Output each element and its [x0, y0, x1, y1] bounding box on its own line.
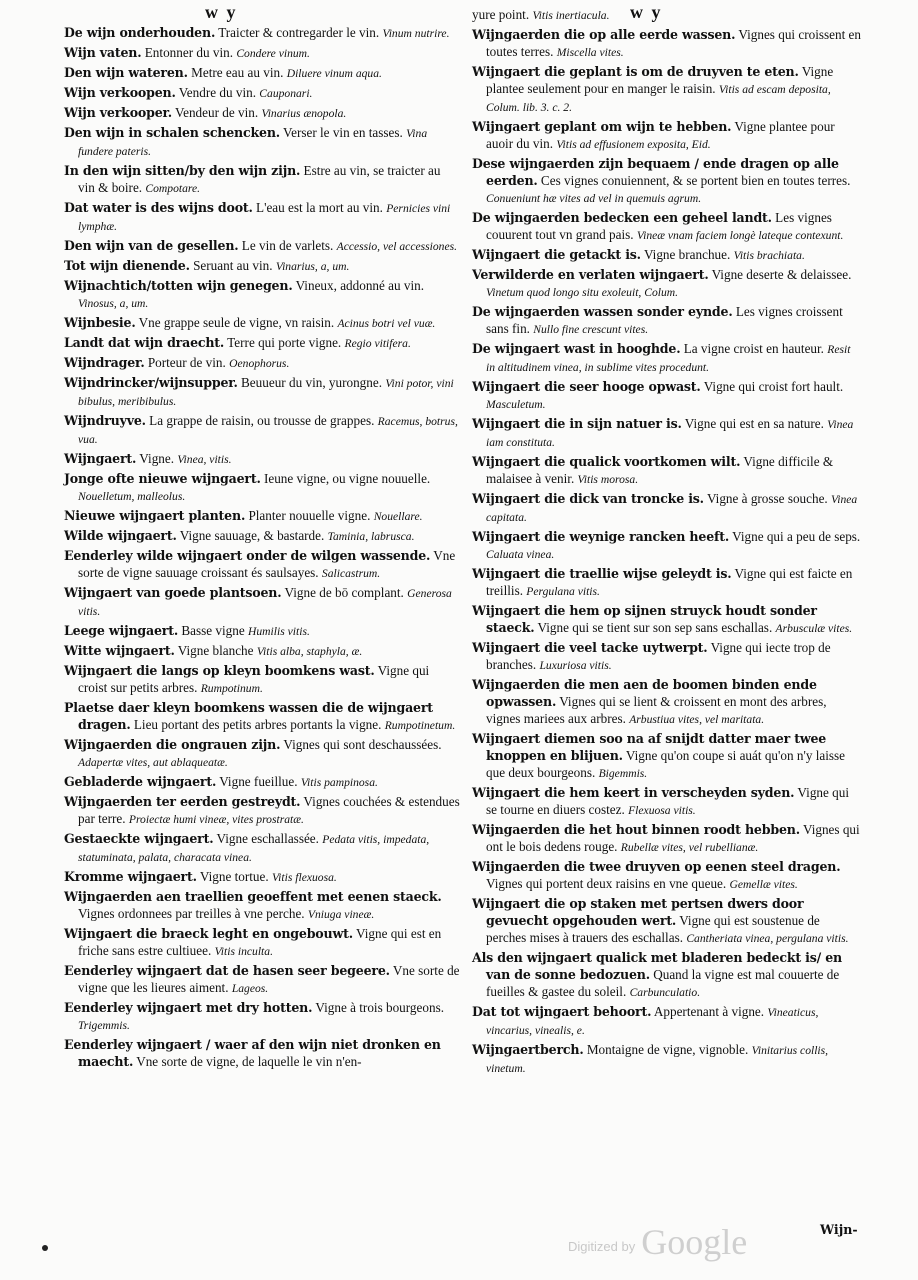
entry-headword: Wijngaert die weynige rancken heeft. — [472, 529, 730, 544]
entry-french: Vigne deserte & delaissee. — [711, 267, 852, 282]
entry-headword: Wijngaert die traellie wijse geleydt is. — [472, 566, 732, 581]
dictionary-entry — [64, 999, 460, 1034]
entry-latin: Compotare. — [145, 182, 201, 195]
entry-headword: Dese wijngaerden zijn bequaem / ende dragen op alle eerden. — [472, 156, 839, 188]
entry-latin: Vinum nutrire. — [382, 27, 450, 40]
entry-latin: Vinea, vitis. — [177, 453, 232, 466]
margin-mark — [42, 1245, 48, 1251]
entry-headword: Wijngaert die langs op kleyn boomkens wast. — [64, 663, 375, 678]
entry-headword: Wijn verkoopen. — [64, 85, 176, 100]
entry-latin: Cantheriata vinea, pergulana vitis. — [686, 932, 849, 945]
entry-latin: Bigemmis. — [598, 767, 648, 780]
dictionary-entry — [472, 858, 862, 893]
entry-headword: Wijnbesie. — [64, 315, 136, 330]
dictionary-entry — [472, 1041, 862, 1077]
dictionary-entry — [64, 412, 460, 448]
dictionary-entry — [64, 44, 460, 62]
dictionary-entry — [64, 374, 460, 410]
entry-french: Vigne qui est en sa nature. — [684, 416, 824, 431]
entry-french: Vigne à trois bourgeons. — [315, 1000, 444, 1015]
dictionary-entry — [64, 507, 460, 525]
entry-french: Vigne fueillue. — [219, 774, 298, 789]
entry-latin: Vinea capitata. — [486, 493, 858, 524]
entry-latin: Vineæ vnam faciem longè lateque contexunt. — [636, 229, 844, 242]
entry-headword: De wijngaerden bedecken een geheel landt. — [472, 210, 772, 225]
entry-headword: Wijngaertberch. — [472, 1042, 584, 1057]
entry-latin: Vinarius, a, um. — [275, 260, 350, 273]
watermark-logo-text: Google — [641, 1222, 748, 1262]
dictionary-entry — [472, 155, 862, 207]
entry-french: Vigne blanche — [177, 643, 254, 658]
entry-headword: Wijngaert die veel tacke uytwerpt. — [472, 640, 708, 655]
entry-latin: Carbunculatio. — [629, 986, 701, 999]
entry-latin: Vitis inculta. — [214, 945, 273, 958]
entry-french: Vigne qui est faicte en treillis. — [486, 566, 853, 598]
dictionary-entry — [472, 26, 862, 61]
entry-headword: Wijngaerden die het hout binnen roodt hebben. — [472, 822, 800, 837]
entry-latin: Arbusculæ vites. — [775, 622, 853, 635]
dictionary-entry — [64, 257, 460, 275]
entry-headword: Wijngaert. — [64, 451, 137, 466]
entry-headword: Wijngaert die qualick voortkomen wilt. — [472, 454, 741, 469]
entry-french: Vigne qui est soustenue de perches mises à trauers des eschallas. — [486, 913, 820, 945]
left-column — [64, 24, 460, 1072]
dictionary-entry — [64, 84, 460, 102]
dictionary-entry — [64, 584, 460, 620]
entry-latin: Vitis alba, staphyla, æ. — [256, 645, 363, 658]
dictionary-entry — [64, 962, 460, 997]
entry-french: Vne sorte de vigne que les lieures aiment. — [78, 963, 460, 995]
entry-headword: Wilde wijngaert. — [64, 528, 177, 543]
dictionary-entry — [472, 528, 862, 563]
entry-headword: Wijndrincker/wijnsupper. — [64, 375, 238, 390]
entry-headword: Den wijn wateren. — [64, 65, 188, 80]
entry-headword: Wijngaert geplant om wijn te hebben. — [472, 119, 732, 134]
dictionary-entry — [64, 830, 460, 866]
entry-latin: Vitis inertiacula. — [532, 9, 610, 22]
entry-headword: Wijngaert die dick van troncke is. — [472, 491, 704, 506]
watermark-small-text: Digitized by — [568, 1239, 636, 1254]
entry-headword: Verwilderde en verlaten wijngaert. — [472, 267, 709, 282]
entry-latin: Flexuosa vitis. — [628, 804, 696, 817]
entry-french: Planter nouuelle vigne. — [248, 508, 371, 523]
entry-headword: Dat tot wijngaert behoort. — [472, 1004, 652, 1019]
entry-latin: Masculetum. — [486, 398, 546, 411]
entry-headword: Wijngaert die hem op sijnen struyck houdt sonder staeck. — [472, 603, 817, 635]
entry-latin: Adapertæ vites, aut ablaqueatæ. — [78, 756, 228, 769]
entry-latin: Condere vinum. — [236, 47, 310, 60]
entry-latin: Vinea iam constituta. — [486, 418, 854, 449]
entry-headword: Dat water is des wijns doot. — [64, 200, 253, 215]
entry-headword: Wijngaert die geplant is om de druyven te eten. — [472, 64, 799, 79]
entry-headword: Jonge ofte nieuwe wijngaert. — [64, 471, 261, 486]
entry-headword: Wijndrager. — [64, 355, 145, 370]
entry-headword: Witte wijngaert. — [64, 643, 175, 658]
entry-french: Porteur de vin. — [147, 355, 226, 370]
entry-french: Vignes qui croissent en toutes terres. — [486, 27, 861, 59]
entry-headword: Wijngaerden die op alle eerde wassen. — [472, 27, 736, 42]
entry-french: Vendeur de vin. — [175, 105, 259, 120]
entry-headword: Landt dat wijn draecht. — [64, 335, 225, 350]
entry-latin: Rumpotinetum. — [384, 719, 456, 732]
entry-headword: Eenderley wilde wijngaert onder de wilgen wassende. — [64, 548, 431, 563]
entry-french: Beuueur du vin, yurongne. — [241, 375, 383, 390]
entry-french: Vendre du vin. — [178, 85, 256, 100]
dictionary-entry — [64, 450, 460, 468]
entry-latin: Vitis brachiata. — [733, 249, 805, 262]
dictionary-entry — [64, 124, 460, 160]
entry-french: Vigne qui iecte trop de branches. — [486, 640, 831, 672]
dictionary-entry — [472, 730, 862, 782]
entry-latin: Cauponari. — [259, 87, 313, 100]
entry-french: Vne sorte de vigne, de laquelle le vin n'en- — [136, 1054, 362, 1069]
entry-headword: Wijn verkooper. — [64, 105, 172, 120]
entry-french: Vigne qui croist fort hault. — [703, 379, 844, 394]
entry-latin: Acinus botri vel vuæ. — [337, 317, 436, 330]
entry-headword: De wijn onderhouden. — [64, 25, 216, 40]
entry-headword: Wijngaerden die men aen de boomen binden ende opwassen. — [472, 677, 817, 709]
entry-french: Ces vignes conuiennent, & se portent bien en toutes terres. — [540, 173, 851, 188]
running-head-left: w y — [205, 2, 238, 22]
entry-french: Vigne. — [139, 451, 175, 466]
entry-headword: Wijngaert diemen soo na af snijdt datter maer twee knoppen en blijuen. — [472, 731, 827, 763]
entry-french: La grappe de raisin, ou trousse de grappes. — [149, 413, 375, 428]
dictionary-entry — [64, 470, 460, 505]
entry-french: Quand la vigne est mal couuerte de fueilles & gastee du soleil. — [486, 967, 840, 999]
entry-french: Vigne qui croist sur petits arbres. — [78, 663, 430, 695]
entry-french: Metre eau au vin. — [191, 65, 284, 80]
dictionary-entry — [472, 453, 862, 488]
entry-french: Vigne tortue. — [199, 869, 269, 884]
entry-french: Vigne à grosse souche. — [706, 491, 828, 506]
entry-french: Montaigne de vigne, vignoble. — [586, 1042, 749, 1057]
entry-french: La vigne croist en hauteur. — [683, 341, 824, 356]
dictionary-entry — [64, 622, 460, 640]
dictionary-entry — [64, 314, 460, 332]
entry-headword: Wijngaert die seer hooge opwast. — [472, 379, 701, 394]
entry-latin: Resit in altitudinem vinea, in sublime vites procedunt. — [486, 343, 851, 374]
entry-latin: Humilis vitis. — [248, 625, 310, 638]
running-head-right: w y — [630, 2, 663, 22]
entry-headword: Leege wijngaert. — [64, 623, 179, 638]
dictionary-entry — [472, 639, 862, 674]
dictionary-entry — [64, 773, 460, 791]
dictionary-entry — [472, 266, 862, 301]
entry-french: Appertenant à vigne. — [653, 1004, 765, 1019]
entry-latin: Rumpotinum. — [200, 682, 263, 695]
catchword: Wijn- — [820, 1222, 858, 1237]
dictionary-entry — [472, 340, 862, 376]
entry-latin: Proiectæ humi vineæ, vites prostratæ. — [128, 813, 304, 826]
dictionary-entry — [472, 415, 862, 451]
entry-latin: Vineaticus, vincarius, vinealis, e. — [486, 1006, 819, 1037]
entry-headword: Wijngaert die hem keert in verscheyden syden. — [472, 785, 795, 800]
entry-latin: Vinosus, a, um. — [78, 297, 149, 310]
entry-latin: Taminia, labrusca. — [327, 530, 415, 543]
entry-headword: Tot wijn dienende. — [64, 258, 190, 273]
dictionary-entry — [472, 602, 862, 637]
dictionary-entry — [64, 662, 460, 697]
entry-headword: Eenderley wijngaert / waer af den wijn niet dronken en maecht. — [64, 1037, 441, 1069]
entry-latin: Arbustiua vites, vel maritata. — [629, 713, 765, 726]
dictionary-entry — [472, 6, 862, 24]
entry-latin: Vniuga vineæ. — [307, 908, 375, 921]
entry-french: Vigne de bō complant. — [284, 585, 404, 600]
dictionary-entry — [64, 642, 460, 660]
entry-french: Vigne plantee pour auoir du vin. — [486, 119, 835, 151]
entry-french: Vigne qui est en friche sans estre cultiuee. — [78, 926, 442, 958]
entry-french: Vne sorte de vigne sauuage croissant és saulsayes. — [78, 548, 456, 580]
dictionary-entry — [64, 868, 460, 886]
entry-headword: Wijnachtich/totten wijn genegen. — [64, 278, 293, 293]
dictionary-entry — [472, 490, 862, 526]
entry-french: Vne grappe seule de vigne, vn raisin. — [138, 315, 335, 330]
entry-latin: Pedata vitis, impedata, statuminata, palata, characata vinea. — [78, 833, 430, 864]
entry-headword: Wijngaert die braeck leght en ongebouwt. — [64, 926, 353, 941]
dictionary-entry — [64, 925, 460, 960]
dictionary-entry — [64, 793, 460, 828]
entry-latin: Pergulana vitis. — [526, 585, 600, 598]
entry-headword: Als den wijngaert qualick met bladeren bedeckt is/ en van de sonne bedozuen. — [472, 950, 842, 982]
entry-latin: Rubellæ vites, vel rubellianæ. — [620, 841, 759, 854]
entry-headword: Wijngaerden die twee druyven op eenen steel dragen. — [472, 859, 841, 874]
entry-latin: Vinitarius collis, vinetum. — [486, 1044, 829, 1075]
entry-french: Vigne qui se tourne en diuers costez. — [486, 785, 850, 817]
dictionary-entry — [64, 527, 460, 545]
right-column — [472, 6, 862, 1079]
entry-latin: Caluata vinea. — [486, 548, 555, 561]
dictionary-entry — [64, 547, 460, 582]
dictionary-entry — [64, 334, 460, 352]
dictionary-entry — [64, 237, 460, 255]
entry-latin: Miscella vites. — [556, 46, 624, 59]
dictionary-entry — [64, 736, 460, 771]
entry-french: Traicter & contregarder le vin. — [218, 25, 380, 40]
entry-french: Vigne qui se tient sur son sep sans eschallas. — [537, 620, 773, 635]
dictionary-entry — [64, 354, 460, 372]
entry-french: Verser le vin en tasses. — [283, 125, 403, 140]
entry-headword: Gebladerde wijngaert. — [64, 774, 217, 789]
entry-headword: Nieuwe wijngaert planten. — [64, 508, 246, 523]
dictionary-entry — [472, 1003, 862, 1039]
entry-headword: Wijngaerden die ongrauen zijn. — [64, 737, 281, 752]
entry-french: yure point. — [472, 7, 530, 22]
entry-french: Seruant au vin. — [193, 258, 273, 273]
entry-french: Estre au vin, se traicter au vin & boire. — [78, 163, 441, 195]
entry-headword: Plaetse daer kleyn boomkens wassen die de wijngaert dragen. — [64, 700, 433, 732]
entry-latin: Regio vitifera. — [344, 337, 411, 350]
entry-headword: In den wijn sitten/by den wijn zijn. — [64, 163, 301, 178]
entry-headword: Wijn vaten. — [64, 45, 142, 60]
entry-latin: Diluere vinum aqua. — [286, 67, 382, 80]
entry-french: Vigne plantee seulement pour en manger le raisin. — [486, 64, 834, 96]
dictionary-entry — [472, 895, 862, 947]
entry-latin: Gemellæ vites. — [729, 878, 798, 891]
dictionary-entry — [472, 821, 862, 856]
entry-latin: Trigemmis. — [78, 1019, 130, 1032]
entry-latin: Nouellare. — [373, 510, 423, 523]
entry-french: L'eau est la mort au vin. — [256, 200, 383, 215]
dictionary-entry — [64, 699, 460, 734]
dictionary-entry — [64, 24, 460, 42]
entry-latin: Vini potor, vini bibulus, meribibulus. — [78, 377, 454, 408]
entry-headword: Kromme wijngaert. — [64, 869, 197, 884]
entry-french: Vignes ordonnees par treilles à vne perche. — [78, 906, 305, 921]
entry-headword: Eenderley wijngaert met dry hotten. — [64, 1000, 313, 1015]
entry-latin: Salicastrum. — [321, 567, 381, 580]
entry-headword: Wijndruyve. — [64, 413, 146, 428]
entry-french: Ieune vigne, ou vigne nouuelle. — [263, 471, 431, 486]
entry-french: Vignes qui ont le bois dedens rouge. — [486, 822, 860, 854]
entry-french: Vignes qui portent deux raisins en vne queue. — [486, 876, 727, 891]
entry-headword: Wijngaert die getackt is. — [472, 247, 641, 262]
dictionary-entry — [472, 378, 862, 413]
entry-latin: Vitis ad effusionem exposita, Eid. — [556, 138, 711, 151]
entry-latin: Vitis flexuosa. — [271, 871, 337, 884]
entry-french: Vigne qu'on coupe si auát qu'on n'y laisse que deux bourgeons. — [486, 748, 846, 780]
dictionary-entry — [472, 676, 862, 728]
entry-latin: Luxuriosa vitis. — [539, 659, 612, 672]
entry-latin: Nullo fine crescunt vites. — [533, 323, 649, 336]
entry-headword: Wijngaert van goede plantsoen. — [64, 585, 282, 600]
entry-headword: De wijngaerden wassen sonder eynde. — [472, 304, 733, 319]
dictionary-entry — [64, 64, 460, 82]
entry-latin: Generosa vitis. — [78, 587, 452, 618]
entry-latin: Pernicies vini lymphæ. — [78, 202, 451, 233]
entry-french: Terre qui porte vigne. — [227, 335, 342, 350]
entry-french: Les vignes couurent tout vn grand pais. — [486, 210, 832, 242]
entry-latin: Vinetum quod longo situ exoleuit, Colum. — [486, 286, 679, 299]
entry-headword: Den wijn in schalen schencken. — [64, 125, 280, 140]
dictionary-entry — [64, 1036, 460, 1070]
dictionary-entry — [472, 63, 862, 116]
dictionary-entry — [64, 104, 460, 122]
entry-french: Vigne sauuage, & bastarde. — [179, 528, 325, 543]
entry-latin: Conueniunt hæ vites ad vel in quemuis agrum. — [486, 192, 702, 205]
dictionary-entry — [64, 199, 460, 235]
entry-french: Basse vigne — [181, 623, 245, 638]
entry-french: Vignes qui sont deschaussées. — [283, 737, 442, 752]
entry-french: Vigne difficile & malaisee à venir. — [486, 454, 834, 486]
entry-french: Vignes couchées & estendues par terre. — [78, 794, 460, 826]
entry-latin: Oenophorus. — [229, 357, 290, 370]
dictionary-entry — [472, 784, 862, 819]
entry-latin: Accessio, vel accessiones. — [336, 240, 458, 253]
entry-french: Le vin de varlets. — [241, 238, 334, 253]
dictionary-entry — [472, 303, 862, 338]
entry-headword: Den wijn van de gesellen. — [64, 238, 239, 253]
dictionary-entry — [64, 277, 460, 312]
entry-french: Vigne branchue. — [643, 247, 731, 262]
dictionary-entry — [472, 209, 862, 244]
entry-french: Vignes qui se lient & croissent en mont des arbres, vignes mariees aux arbres. — [486, 694, 827, 726]
entry-french: Vigne eschallassée. — [216, 831, 319, 846]
entry-french: Entonner du vin. — [144, 45, 234, 60]
dictionary-entry — [64, 888, 460, 923]
digitized-watermark — [568, 1222, 747, 1262]
dictionary-entry — [472, 118, 862, 153]
entry-latin: Vitis ad escam deposita, Colum. lib. 3. c. 2. — [486, 83, 831, 114]
entry-french: Vigne qui a peu de seps. — [732, 529, 861, 544]
dictionary-entry — [472, 949, 862, 1001]
entry-latin: Racemus, botrus, vua. — [78, 415, 458, 446]
entry-french: Vineux, addonné au vin. — [295, 278, 425, 293]
entry-latin: Nouelletum, malleolus. — [78, 490, 186, 503]
dictionary-entry — [472, 565, 862, 600]
entry-latin: Vinarius ænopola. — [261, 107, 347, 120]
entry-latin: Vina fundere pateris. — [78, 127, 428, 158]
entry-headword: Wijngaert die in sijn natuer is. — [472, 416, 682, 431]
entry-headword: Wijngaert die op staken met pertsen dwers door gevuecht opgehouden wert. — [472, 896, 804, 928]
entry-headword: Wijngaerden aen traellien geoeffent met eenen staeck. — [64, 889, 442, 904]
dictionary-entry — [64, 162, 460, 197]
entry-french: Lieu portant des petits arbres portants la vigne. — [133, 717, 382, 732]
entry-latin: Lageos. — [231, 982, 269, 995]
entry-headword: Wijngaerden ter eerden gestreydt. — [64, 794, 301, 809]
entry-latin: Vitis morosa. — [577, 473, 639, 486]
dictionary-entry — [472, 246, 862, 264]
entry-latin: Vitis pampinosa. — [300, 776, 378, 789]
entry-headword: De wijngaert wast in hooghde. — [472, 341, 681, 356]
entry-headword: Gestaeckte wijngaert. — [64, 831, 214, 846]
entry-french: Les vignes croissent sans fin. — [486, 304, 843, 336]
entry-headword: Eenderley wijngaert dat de hasen seer begeere. — [64, 963, 390, 978]
